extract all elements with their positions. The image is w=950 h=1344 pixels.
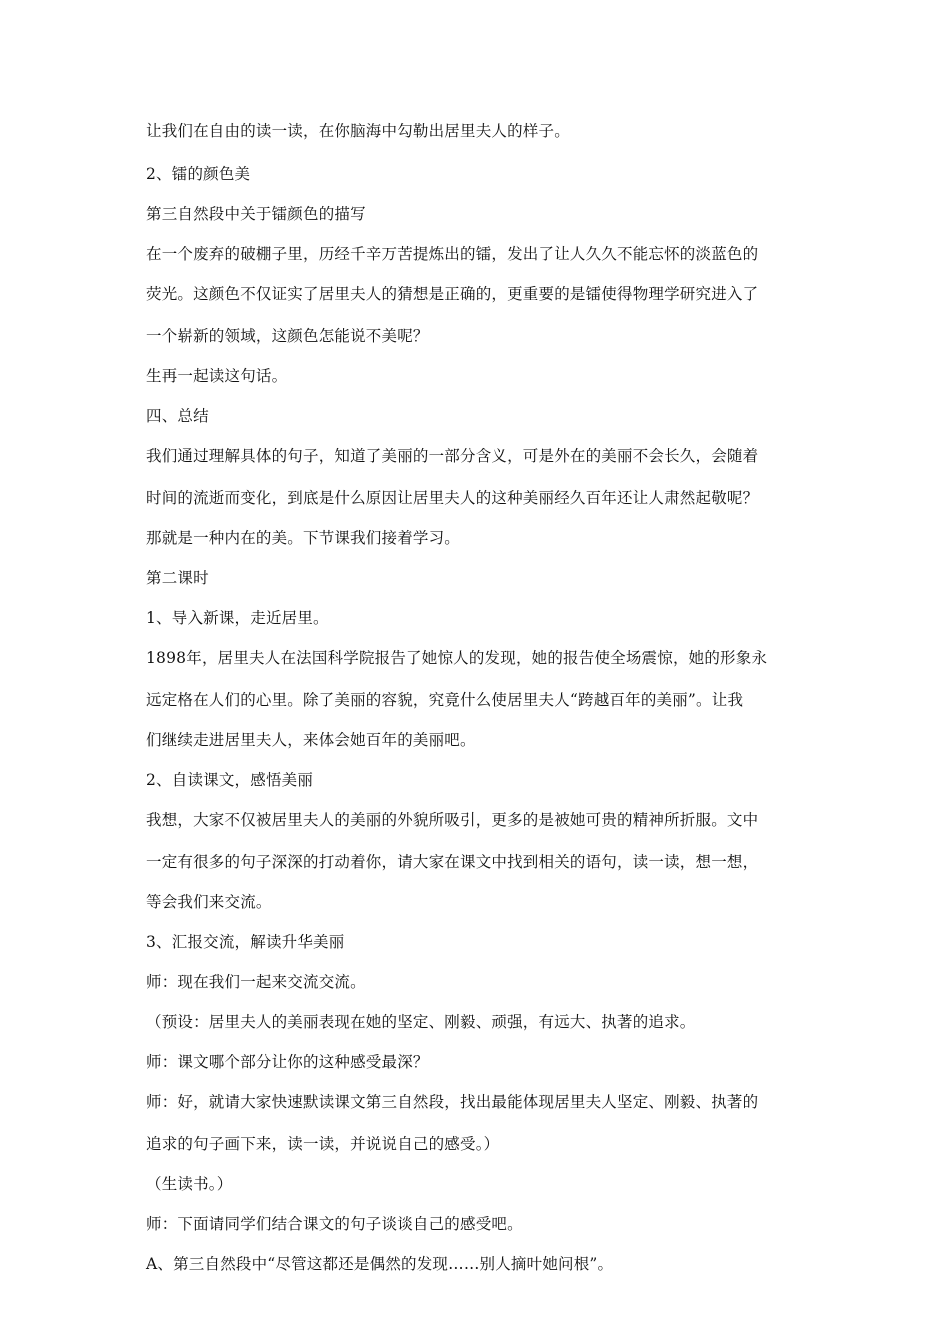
- section-heading: 1、导入新课，走近居里。: [146, 609, 329, 627]
- text-line: 第三自然段中关于镭颜色的描写: [146, 205, 366, 223]
- text-line: 们继续走进居里夫人，来体会她百年的美丽吧。: [146, 731, 476, 749]
- text-line: 师：好，就请大家快速默读课文第三自然段，找出最能体现居里夫人坚定、刚毅、执著的: [146, 1093, 759, 1111]
- text-line: 生再一起读这句话。: [146, 367, 288, 385]
- section-heading: 2、镭的颜色美: [146, 165, 251, 183]
- text-line: 我想，大家不仅被居里夫人的美丽的外貌所吸引，更多的是被她可贵的精神所折服。文中: [146, 811, 759, 829]
- text-line: 师：现在我们一起来交流交流。: [146, 973, 366, 991]
- text-line: 在一个废弃的破棚子里，历经千辛万苦提炼出的镭，发出了让人久久不能忘怀的淡蓝色的: [146, 245, 759, 263]
- text-line: 荧光。这颜色不仅证实了居里夫人的猜想是正确的，更重要的是镭使得物理学研究进入了: [146, 285, 759, 303]
- text-line: A、第三自然段中“尽管这都还是偶然的发现……别人摘叶她问根”。: [146, 1255, 614, 1273]
- section-heading: 四、总结: [146, 407, 209, 425]
- section-heading: 第二课时: [146, 569, 209, 587]
- text-line: （预设：居里夫人的美丽表现在她的坚定、刚毅、顽强，有远大、执著的追求。: [146, 1013, 696, 1031]
- text-line: 师：课文哪个部分让你的这种感受最深？: [146, 1053, 429, 1071]
- section-heading: 3、汇报交流，解读升华美丽: [146, 933, 345, 951]
- text-line: 1898年，居里夫人在法国科学院报告了她惊人的发现，她的报告使全场震惊，她的形象永: [146, 649, 768, 667]
- text-line: 师：下面请同学们结合课文的句子谈谈自己的感受吧。: [146, 1215, 523, 1233]
- text-line: （生读书。）: [146, 1175, 233, 1193]
- text-line: 追求的句子画下来，读一读，并说说自己的感受。）: [146, 1135, 500, 1153]
- text-line: 一个崭新的领域，这颜色怎能说不美呢？: [146, 327, 429, 345]
- section-heading: 2、自读课文，感悟美丽: [146, 771, 314, 789]
- text-line: 时间的流逝而变化，到底是什么原因让居里夫人的这种美丽经久百年还让人肃然起敬呢？: [146, 489, 759, 507]
- text-line: 让我们在自由的读一读，在你脑海中勾勒出居里夫人的样子。: [146, 122, 570, 140]
- text-line: 一定有很多的句子深深的打动着你，请大家在课文中找到相关的语句，读一读，想一想，: [146, 853, 759, 871]
- text-line: 我们通过理解具体的句子，知道了美丽的一部分含义，可是外在的美丽不会长久，会随着: [146, 447, 759, 465]
- text-line: 那就是一种内在的美。下节课我们接着学习。: [146, 529, 461, 547]
- text-line: 远定格在人们的心里。除了美丽的容貌，究竟什么使居里夫人“跨越百年的美丽”。让我: [146, 691, 744, 709]
- text-line: 等会我们来交流。: [146, 893, 272, 911]
